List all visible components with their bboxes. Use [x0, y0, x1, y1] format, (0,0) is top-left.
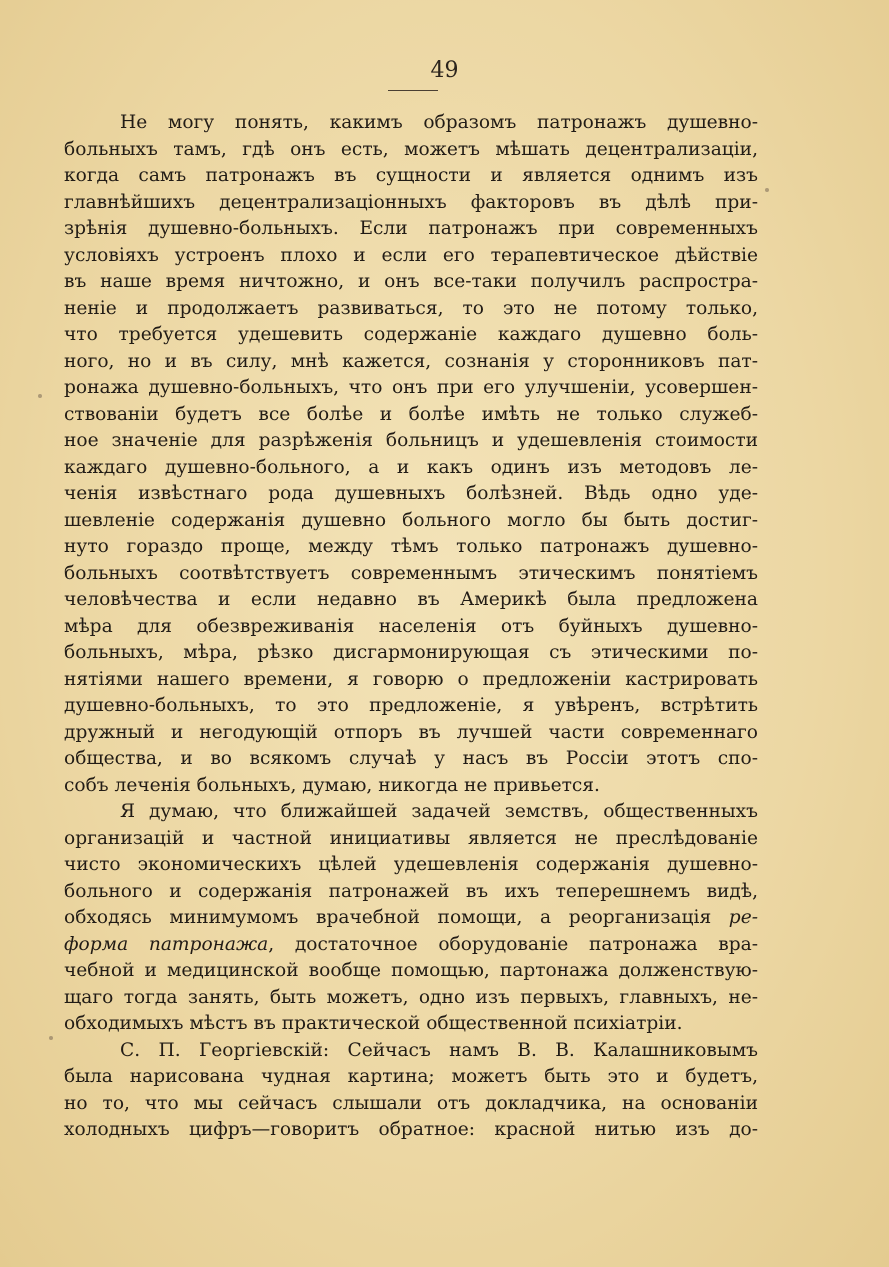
text-line: ронажа душевно-больныхъ, что онъ при его улучшеніи, усовершен-	[64, 377, 758, 398]
text-line: собъ леченія больныхъ, думаю, никогда не привьется.	[64, 774, 600, 796]
text-line: обходимыхъ мѣстъ въ практической общественной психіатріи.	[64, 1013, 683, 1034]
text-line: больныхъ соотвѣтствуетъ современнымъ этическимъ понятіемъ	[64, 562, 758, 584]
page-number: 49	[430, 58, 459, 83]
text-line: нятіями нашего времени, я говорю о предложеніи кастрировать	[64, 668, 758, 690]
text-line: въ наше время ничтожно, и онъ все-таки получилъ распростра-	[64, 271, 758, 292]
italic-phrase: ре-	[728, 907, 758, 928]
text-line: шевленіе содержанія душевно больного могло бы быть достиг-	[64, 509, 758, 531]
text-line: щаго тогда занять, быть можетъ, одно изъ первыхъ, главныхъ, не-	[64, 986, 758, 1008]
text-line: ствованіи будетъ все болѣе и болѣе имѣть не только служеб-	[64, 403, 758, 425]
text-line: ченія извѣстнаго рода душевныхъ болѣзней. Вѣдь одно уде-	[64, 483, 758, 504]
text-line: неніе и продолжаетъ развиваться, то это не потому только,	[64, 297, 758, 319]
italic-phrase: форма патронажа	[64, 933, 269, 955]
text-line: обходясь минимумомъ врачебной помощи, а реорганизація ре-	[64, 907, 758, 928]
text-line: душевно-больныхъ, то это предложеніе, я увѣренъ, встрѣтить	[64, 695, 758, 716]
text-line: общества, и во всякомъ случаѣ у насъ въ Россіи этотъ спо-	[64, 748, 758, 769]
text-line: больного и содержанія патронажей въ ихъ теперешнемъ видѣ,	[64, 880, 758, 902]
text-line: С. П. Георгіевскій: Сейчасъ намъ В. В. Калашниковымъ	[120, 1039, 758, 1061]
page-number-rule	[388, 90, 438, 91]
text-line: больныхъ, мѣра, рѣзко дисгармонирующая съ этическими по-	[64, 642, 758, 663]
text-line: Я думаю, что ближайшей задачей земствъ, общественныхъ	[120, 801, 758, 822]
paper-speck	[38, 394, 42, 398]
body-text	[64, 110, 758, 1144]
text-line: была нарисована чудная картина; можетъ быть это и будетъ,	[64, 1066, 758, 1087]
paper-speck	[765, 188, 769, 192]
text-line: дружный и негодующій отпоръ въ лучшей части современнаго	[64, 721, 758, 743]
paper-speck	[49, 1036, 53, 1040]
text-line: когда самъ патронажъ въ сущности и является однимъ изъ	[64, 165, 758, 186]
text-line: чебной и медицинской вообще помощью, партонажа долженствую-	[64, 960, 758, 981]
text-line: человѣчества и если недавно въ Америкѣ была предложена	[64, 589, 758, 610]
text-line: ного, но и въ силу, мнѣ кажется, сознанія у сторонниковъ пат-	[64, 350, 758, 372]
text-line: главнѣйшихъ децентрализаціонныхъ факторовъ въ дѣлѣ при-	[64, 191, 758, 213]
text-line: больныхъ тамъ, гдѣ онъ есть, можетъ мѣшать децентрализаціи,	[64, 138, 758, 160]
text-line: каждаго душевно-больного, а и какъ одинъ изъ методовъ ле-	[64, 456, 758, 478]
text-line: ное значеніе для разрѣженія больницъ и удешевленія стоимости	[64, 430, 758, 451]
text-line: но то, что мы сейчасъ слышали отъ докладчика, на основаніи	[64, 1092, 758, 1114]
text-line: зрѣнія душевно-больныхъ. Если патронажъ при современныхъ	[64, 218, 758, 239]
text-line: что требуется удешевить содержаніе каждаго душевно боль-	[64, 324, 758, 345]
text-line: организацій и частной инициативы является не преслѣдованіе	[64, 827, 758, 849]
text-line: мѣра для обезвреживанія населенія отъ буйныхъ душевно-	[64, 615, 758, 637]
text-line: нуто гораздо проще, между тѣмъ только патронажъ душевно-	[64, 536, 758, 557]
text-line: Не могу понять, какимъ образомъ патронажъ душевно-	[120, 112, 758, 133]
text-line: холодныхъ цифръ—говоритъ обратное: красной нитью изъ до-	[64, 1119, 758, 1140]
text-line: форма патронажа, достаточное оборудованіе патронажа вра-	[64, 933, 758, 955]
text-line: чисто экономическихъ цѣлей удешевленія содержанія душевно-	[64, 854, 758, 875]
text-line: условіяхъ устроенъ плохо и если его терапевтическое дѣйствіе	[64, 244, 758, 266]
